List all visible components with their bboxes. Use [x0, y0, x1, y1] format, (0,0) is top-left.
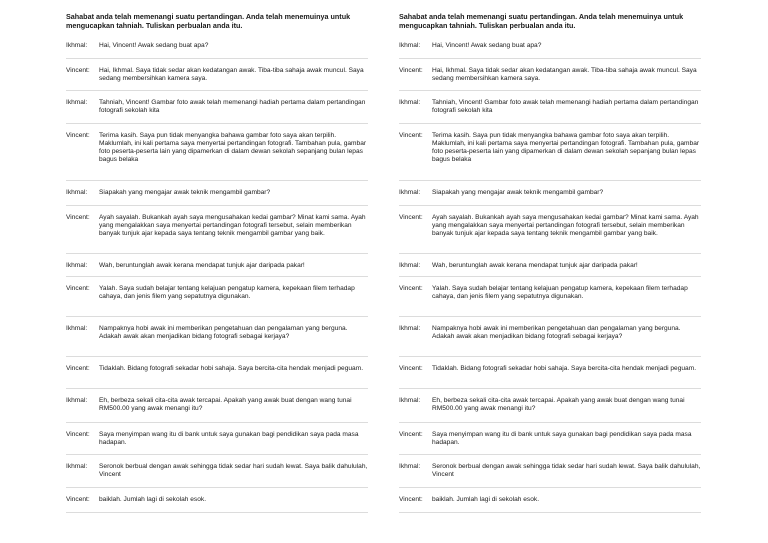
- speaker-label: Vincent:: [66, 365, 90, 373]
- dialogue-line: Siapakah yang mengajar awak teknik mengambil gambar?: [99, 189, 271, 197]
- dialogue-line: Siapakah yang mengajar awak teknik mengambil gambar?: [432, 189, 604, 197]
- dialogue-row: [66, 455, 368, 488]
- dialogue-row: [66, 357, 368, 389]
- speaker-label: Ikhmal:: [399, 463, 421, 471]
- dialogue-line: Tahniah, Vincent! Gambar foto awak telah memenangi hadiah pertama dalam pertandingan fotografi sekolah kita: [432, 99, 699, 115]
- dialogue-line: Eh, berbeza sekali cita-cita awak tercapai. Apakah yang awak buat dengan wang tunai RM500.00 yang awak menangi itu?: [432, 397, 685, 413]
- speaker-label: Vincent:: [399, 365, 423, 373]
- dialogue-line: Tidaklah. Bidang fotografi sekadar hobi sahaja. Saya bercita-cita hendak menjadi peguam.: [432, 365, 697, 373]
- speaker-label: Vincent:: [399, 132, 423, 140]
- dialogue-row: [399, 389, 701, 423]
- dialogue-line: baiklah. Jumlah lagi di sekolah esok.: [432, 496, 540, 504]
- dialogue-line: Yalah. Saya sudah belajar tentang kelajuan pengatup kamera, kepekaan filem terhadap cahaya, dan jenis filem yang sepatutnya digunakan.: [99, 285, 355, 301]
- speaker-label: Vincent:: [66, 67, 90, 75]
- dialogue-line: Tahniah, Vincent! Gambar foto awak telah memenangi hadiah pertama dalam pertandingan fotografi sekolah kita: [99, 99, 366, 115]
- dialogue-line: Wah, beruntunglah awak kerana mendapat tunjuk ajar daripada pakar!: [99, 262, 305, 270]
- dialogue-row: [66, 181, 368, 206]
- dialogue-row: [399, 423, 701, 455]
- dialogue-line: Hai, Vincent! Awak sedang buat apa?: [432, 42, 542, 50]
- dialogue-row: [399, 124, 701, 181]
- dialogue-line: Ayah sayalah. Bukankah ayah saya mengusahakan kedai gambar? Minat kami sama. Ayah yang mengalakkan saya menyertai pertandingan fotografi tersebut, selain memberikan banyak tunjuk ajar kepada saya tentang teknik mengambil gambar yang baik.: [99, 214, 366, 238]
- dialogue-line: Tidaklah. Bidang fotografi sekadar hobi sahaja. Saya bercita-cita hendak menjadi peguam.: [99, 365, 364, 373]
- dialogue-row: [66, 317, 368, 357]
- speaker-label: Vincent:: [399, 285, 423, 293]
- dialogue-line: Seronok berbual dengan awak sehingga tidak sedar hari sudah lewat. Saya balik dahululah, Vincent: [99, 463, 368, 479]
- dialogue-table: [66, 34, 368, 513]
- dialogue-line: Hai, Ikhmal. Saya tidak sedar akan kedatangan awak. Tiba-tiba sahaja awak muncul. Saya sedang membersihkan kamera saya.: [432, 67, 697, 83]
- speaker-label: Vincent:: [399, 214, 423, 222]
- dialogue-row: [399, 488, 701, 513]
- speaker-label: Vincent:: [399, 67, 423, 75]
- speaker-label: Vincent:: [66, 132, 90, 140]
- speaker-label: Ikhmal:: [66, 325, 88, 333]
- dialogue-row: [66, 59, 368, 91]
- dialogue-row: [66, 277, 368, 317]
- dialogue-line: Wah, beruntunglah awak kerana mendapat tunjuk ajar daripada pakar!: [432, 262, 638, 270]
- dialogue-line: Nampaknya hobi awak ini memberikan pengetahuan dan pengalaman yang berguna. Adakah awak akan menjadikan bidang fotografi sebagai kerjaya?: [99, 325, 348, 341]
- dialogue-line: Yalah. Saya sudah belajar tentang kelajuan pengatup kamera, kepekaan filem terhadap cahaya, dan jenis filem yang sepatutnya digunakan.: [432, 285, 688, 301]
- dialogue-row: [66, 254, 368, 277]
- dialogue-row: [399, 357, 701, 389]
- speaker-label: Ikhmal:: [66, 42, 88, 50]
- speaker-label: Vincent:: [399, 496, 423, 504]
- dialogue-line: Nampaknya hobi awak ini memberikan pengetahuan dan pengalaman yang berguna. Adakah awak akan menjadikan bidang fotografi sebagai kerjaya?: [432, 325, 681, 341]
- dialogue-row: [399, 277, 701, 317]
- dialogue-line: Eh, berbeza sekali cita-cita awak tercapai. Apakah yang awak buat dengan wang tunai RM500.00 yang awak menangi itu?: [99, 397, 352, 413]
- dialogue-line: Terima kasih. Saya pun tidak menyangka bahawa gambar foto saya akan terpilih. Maklumlah, ini kali pertama saya menyertai pertandingan fotografi. Tambahan pula, gambar foto peserta-peserta lain yang dipamerkan di dalam dewan sekolah sepanjang bulan lepas bagus belaka: [432, 132, 700, 164]
- dialogue-line: Saya menyimpan wang itu di bank untuk saya gunakan bagi pendidikan saya pada masa hadapan.: [99, 431, 359, 447]
- speaker-label: Ikhmal:: [66, 397, 88, 405]
- dialogue-row: [399, 254, 701, 277]
- dialogue-row: [66, 91, 368, 124]
- dialogue-row: [66, 488, 368, 513]
- dialogue-row: [399, 455, 701, 488]
- dialogue-row: [66, 206, 368, 254]
- dialogue-line: Seronok berbual dengan awak sehingga tidak sedar hari sudah lewat. Saya balik dahululah, Vincent: [432, 463, 701, 479]
- dialogue-line: Saya menyimpan wang itu di bank untuk saya gunakan bagi pendidikan saya pada masa hadapan.: [432, 431, 692, 447]
- speaker-label: Vincent:: [66, 496, 90, 504]
- dialogue-line: Hai, Vincent! Awak sedang buat apa?: [99, 42, 209, 50]
- dialogue-row: [399, 59, 701, 91]
- dialogue-row: [66, 34, 368, 59]
- dialogue-line: baiklah. Jumlah lagi di sekolah esok.: [99, 496, 207, 504]
- speaker-label: Ikhmal:: [399, 42, 421, 50]
- speaker-label: Vincent:: [399, 431, 423, 439]
- speaker-label: Ikhmal:: [66, 463, 88, 471]
- worksheet-copy-right: [399, 13, 701, 513]
- speaker-label: Vincent:: [66, 214, 90, 222]
- dialogue-row: [399, 34, 701, 59]
- speaker-label: Ikhmal:: [399, 325, 421, 333]
- instruction-heading: Sahabat anda telah memenangi suatu pertandingan. Anda telah menemuinya untuk mengucapkan tahniah. Tuliskan perbualan anda itu.: [399, 12, 684, 30]
- speaker-label: Ikhmal:: [399, 189, 421, 197]
- dialogue-row: [66, 389, 368, 423]
- dialogue-row: [399, 206, 701, 254]
- speaker-label: Ikhmal:: [399, 397, 421, 405]
- speaker-label: Vincent:: [66, 431, 90, 439]
- speaker-label: Ikhmal:: [66, 262, 88, 270]
- dialogue-row: [66, 423, 368, 455]
- dialogue-row: [399, 317, 701, 357]
- dialogue-row: [399, 91, 701, 124]
- dialogue-table: [399, 34, 701, 513]
- speaker-label: Vincent:: [66, 285, 90, 293]
- instruction-heading: Sahabat anda telah memenangi suatu pertandingan. Anda telah menemuinya untuk mengucapkan tahniah. Tuliskan perbualan anda itu.: [66, 12, 351, 30]
- dialogue-line: Hai, Ikhmal. Saya tidak sedar akan kedatangan awak. Tiba-tiba sahaja awak muncul. Saya sedang membersihkan kamera saya.: [99, 67, 364, 83]
- speaker-label: Ikhmal:: [399, 99, 421, 107]
- worksheet-copy-left: [66, 13, 368, 513]
- dialogue-row: [399, 181, 701, 206]
- speaker-label: Ikhmal:: [66, 99, 88, 107]
- dialogue-line: Terima kasih. Saya pun tidak menyangka bahawa gambar foto saya akan terpilih. Maklumlah, ini kali pertama saya menyertai pertandingan fotografi. Tambahan pula, gambar foto peserta-peserta lain yang dipamerkan di dalam dewan sekolah sepanjang bulan lepas bagus belaka: [99, 132, 367, 164]
- speaker-label: Ikhmal:: [399, 262, 421, 270]
- speaker-label: Ikhmal:: [66, 189, 88, 197]
- dialogue-line: Ayah sayalah. Bukankah ayah saya mengusahakan kedai gambar? Minat kami sama. Ayah yang mengalakkan saya menyertai pertandingan fotografi tersebut, selain memberikan banyak tunjuk ajar kepada saya tentang teknik mengambil gambar yang baik.: [432, 214, 699, 238]
- dialogue-row: [66, 124, 368, 181]
